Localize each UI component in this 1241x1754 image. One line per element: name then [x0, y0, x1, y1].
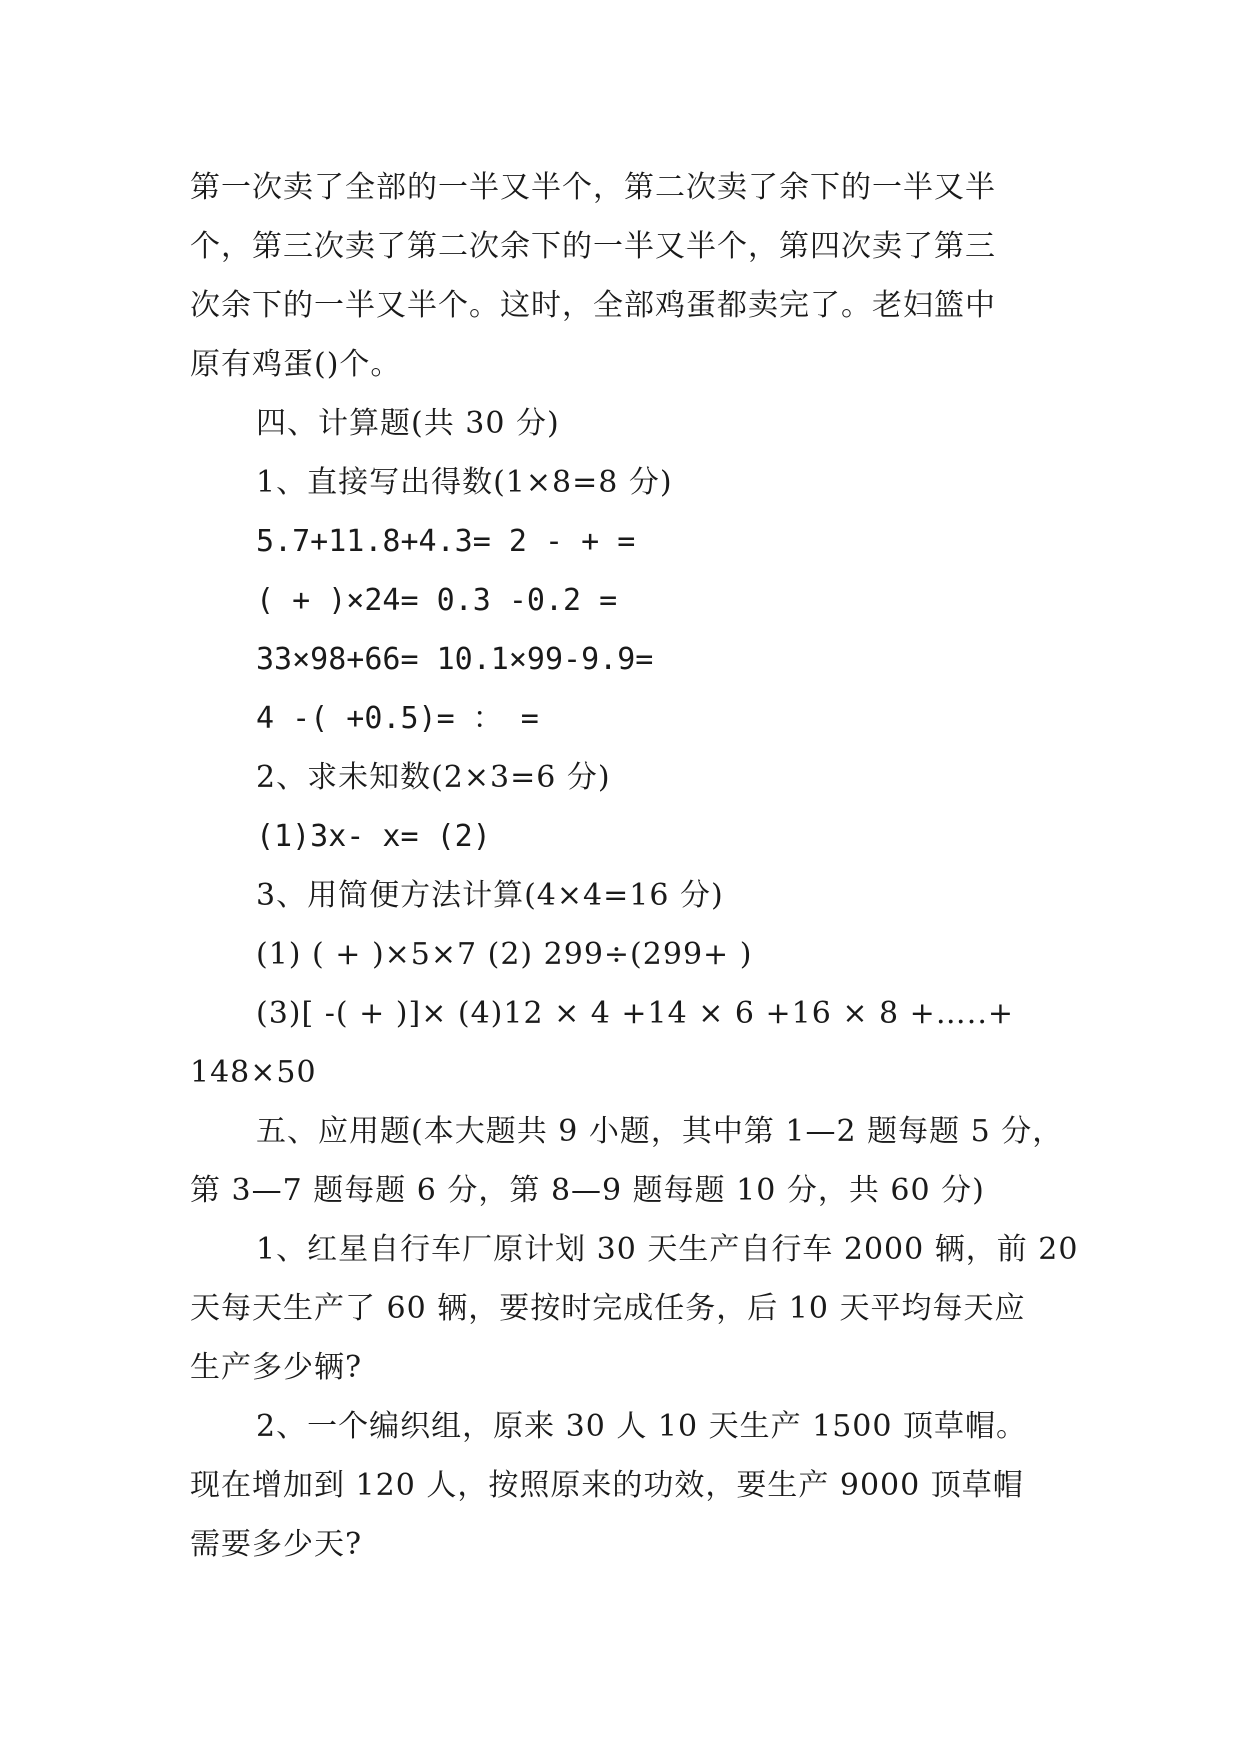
problem-text: 需要多少天?: [190, 1527, 363, 1562]
text-line: 个，第三次卖了第二次余下的一半又半个，第四次卖了第三: [190, 229, 996, 264]
math-line: 148×50: [190, 1055, 317, 1090]
subsection-heading: 2、求未知数(2×3=6 分): [256, 760, 611, 795]
math-line: (3)[ -( + )]× (4)12 × 4 +14 × 6 +16 × 8 +…..+: [256, 996, 1014, 1031]
math-line: (1) ( + )×5×7 (2) 299÷(299+ ): [256, 937, 753, 972]
problem-text: 天每天生产了 60 辆，要按时完成任务，后 10 天平均每天应: [190, 1291, 1026, 1326]
problem-text: 现在增加到 120 人，按照原来的功效，要生产 9000 顶草帽: [190, 1468, 1024, 1503]
text-line: 第 3—7 题每题 6 分，第 8—9 题每题 10 分，共 60 分): [190, 1173, 985, 1208]
problem-text: 生产多少辆?: [190, 1350, 363, 1385]
document-body: [190, 158, 1079, 1574]
problem-text: 1、红星自行车厂原计划 30 天生产自行车 2000 辆，前 20: [256, 1232, 1079, 1267]
math-line: 5.7+11.8+4.3= 2 - + =: [256, 524, 636, 559]
math-line: (1)3x- x= (2): [256, 819, 491, 854]
text-line: 第一次卖了全部的一半又半个，第二次卖了余下的一半又半: [190, 170, 996, 205]
problem-text: 2、一个编织组，原来 30 人 10 天生产 1500 顶草帽。: [256, 1409, 1027, 1444]
text-line: 原有鸡蛋()个。: [190, 347, 402, 382]
math-line: ( + )×24= 0.3 -0.2 =: [256, 583, 618, 618]
math-line: 4 -( +0.5)= ： =: [256, 701, 539, 736]
text-line: 次余下的一半又半个。这时，全部鸡蛋都卖完了。老妇篮中: [190, 288, 996, 323]
math-line: 33×98+66= 10.1×99-9.9=: [256, 642, 654, 677]
section-heading: 五、应用题(本大题共 9 小题，其中第 1—2 题每题 5 分，: [256, 1114, 1064, 1149]
section-heading: 四、计算题(共 30 分): [256, 406, 560, 441]
subsection-heading: 1、直接写出得数(1×8=8 分): [256, 465, 673, 500]
subsection-heading: 3、用简便方法计算(4×4=16 分): [256, 878, 724, 913]
